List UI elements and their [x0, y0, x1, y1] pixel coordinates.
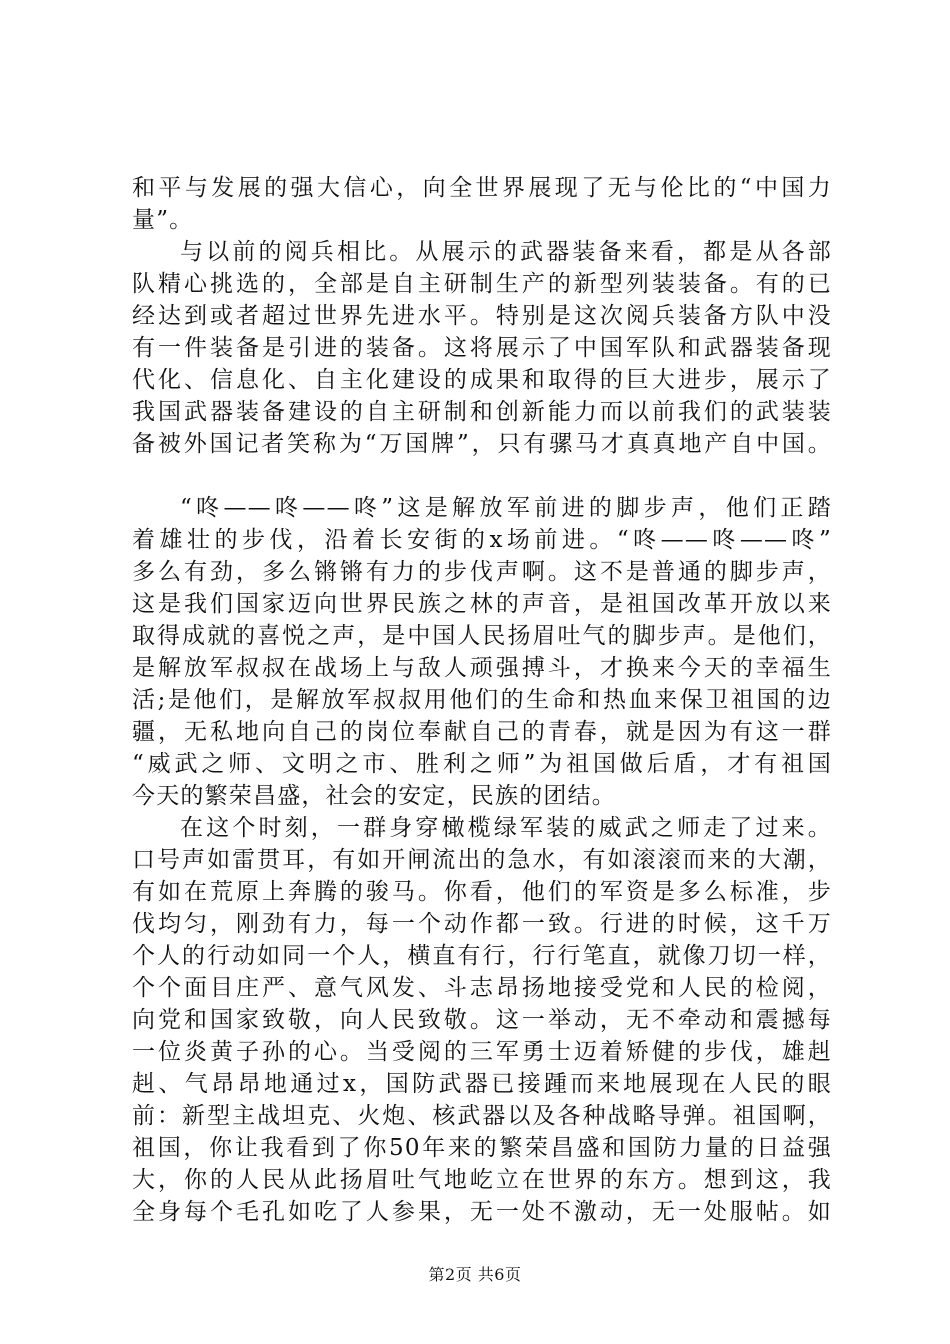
text-line: 是解放军叔叔在战场上与敌人顽强搏斗，才换来今天的幸福生	[132, 655, 832, 681]
text-line: 代化、信息化、自主化建设的成果和取得的巨大进步，展示了	[132, 367, 832, 393]
text-line: 队精心挑选的，全部是自主研制生产的新型列装装备。有的已	[132, 271, 832, 297]
text-line: 大，你的人民从此扬眉吐气地屹立在世界的东方。想到这，我	[132, 1167, 832, 1193]
text-line: 祖国，你让我看到了你50年来的繁荣昌盛和国防力量的日益强	[132, 1135, 832, 1161]
text-line: “威武之师、文明之市、胜利之师”为祖国做后盾，才有祖国	[132, 751, 832, 777]
text-line: 取得成就的喜悦之声，是中国人民扬眉吐气的脚步声。是他们，	[132, 623, 832, 649]
text-line: 有如在荒原上奔腾的骏马。你看，他们的军资是多么标准，步	[132, 879, 832, 905]
text-line: 伐均匀，刚劲有力，每一个动作都一致。行进的时候，这千万	[132, 911, 832, 937]
text-line: 和平与发展的强大信心，向全世界展现了无与伦比的“中国力	[132, 175, 832, 201]
text-line: 疆，无私地向自己的岗位奉献自己的青春，就是因为有这一群	[132, 719, 832, 745]
paragraph-first-line: “咚——咚——咚”这是解放军前进的脚步声，他们正踏	[180, 495, 832, 521]
text-line: 着雄壮的步伐，沿着长安街的x场前进。“咚——咚——咚”	[132, 527, 832, 553]
text-line: 前：新型主战坦克、火炮、核武器以及各种战略导弹。祖国啊，	[132, 1103, 832, 1129]
document-body	[132, 172, 832, 1228]
text-line: 个个面目庄严、意气风发、斗志昂扬地接受党和人民的检阅，	[132, 975, 832, 1001]
text-line: 一位炎黄子孙的心。当受阅的三军勇士迈着矫健的步伐，雄赳	[132, 1039, 832, 1065]
text-line: 向党和国家致敬，向人民致敬。这一举动，无不牵动和震撼每	[132, 1007, 832, 1033]
paragraph-first-line: 与以前的阅兵相比。从展示的武器装备来看，都是从各部	[180, 239, 832, 265]
text-line: 有一件装备是引进的装备。这将展示了中国军队和武器装备现	[132, 335, 832, 361]
text-line: 今天的繁荣昌盛，社会的安定，民族的团结。	[132, 783, 616, 809]
text-line: 全身每个毛孔如吃了人参果，无一处不激动，无一处服帖。如	[132, 1199, 832, 1225]
text-line: 我国武器装备建设的自主研制和创新能力而以前我们的武装装	[132, 399, 832, 425]
text-line: 量”。	[132, 207, 194, 233]
text-line: 这是我们国家迈向世界民族之林的声音，是祖国改革开放以来	[132, 591, 832, 617]
text-line: 备被外国记者笑称为“万国牌”，只有骡马才真真地产自中国。	[132, 431, 832, 457]
page-footer: 第2页 共6页	[428, 1265, 522, 1284]
text-line: 口号声如雷贯耳，有如开闸流出的急水，有如滚滚而来的大潮，	[132, 847, 832, 873]
text-line: 多么有劲，多么锵锵有力的步伐声啊。这不是普通的脚步声，	[132, 559, 832, 585]
paragraph-first-line: 在这个时刻，一群身穿橄榄绿军装的威武之师走了过来。	[180, 815, 832, 841]
paragraph-gap	[132, 460, 832, 492]
text-line: 经达到或者超过世界先进水平。特别是这次阅兵装备方队中没	[132, 303, 832, 329]
text-line: 个人的行动如同一个人，横直有行，行行笔直，就像刀切一样，	[132, 943, 832, 969]
text-line: 活;是他们，是解放军叔叔用他们的生命和热血来保卫祖国的边	[132, 687, 832, 713]
text-line: 赳、气昂昂地通过x，国防武器已接踵而来地展现在人民的眼	[132, 1071, 832, 1097]
